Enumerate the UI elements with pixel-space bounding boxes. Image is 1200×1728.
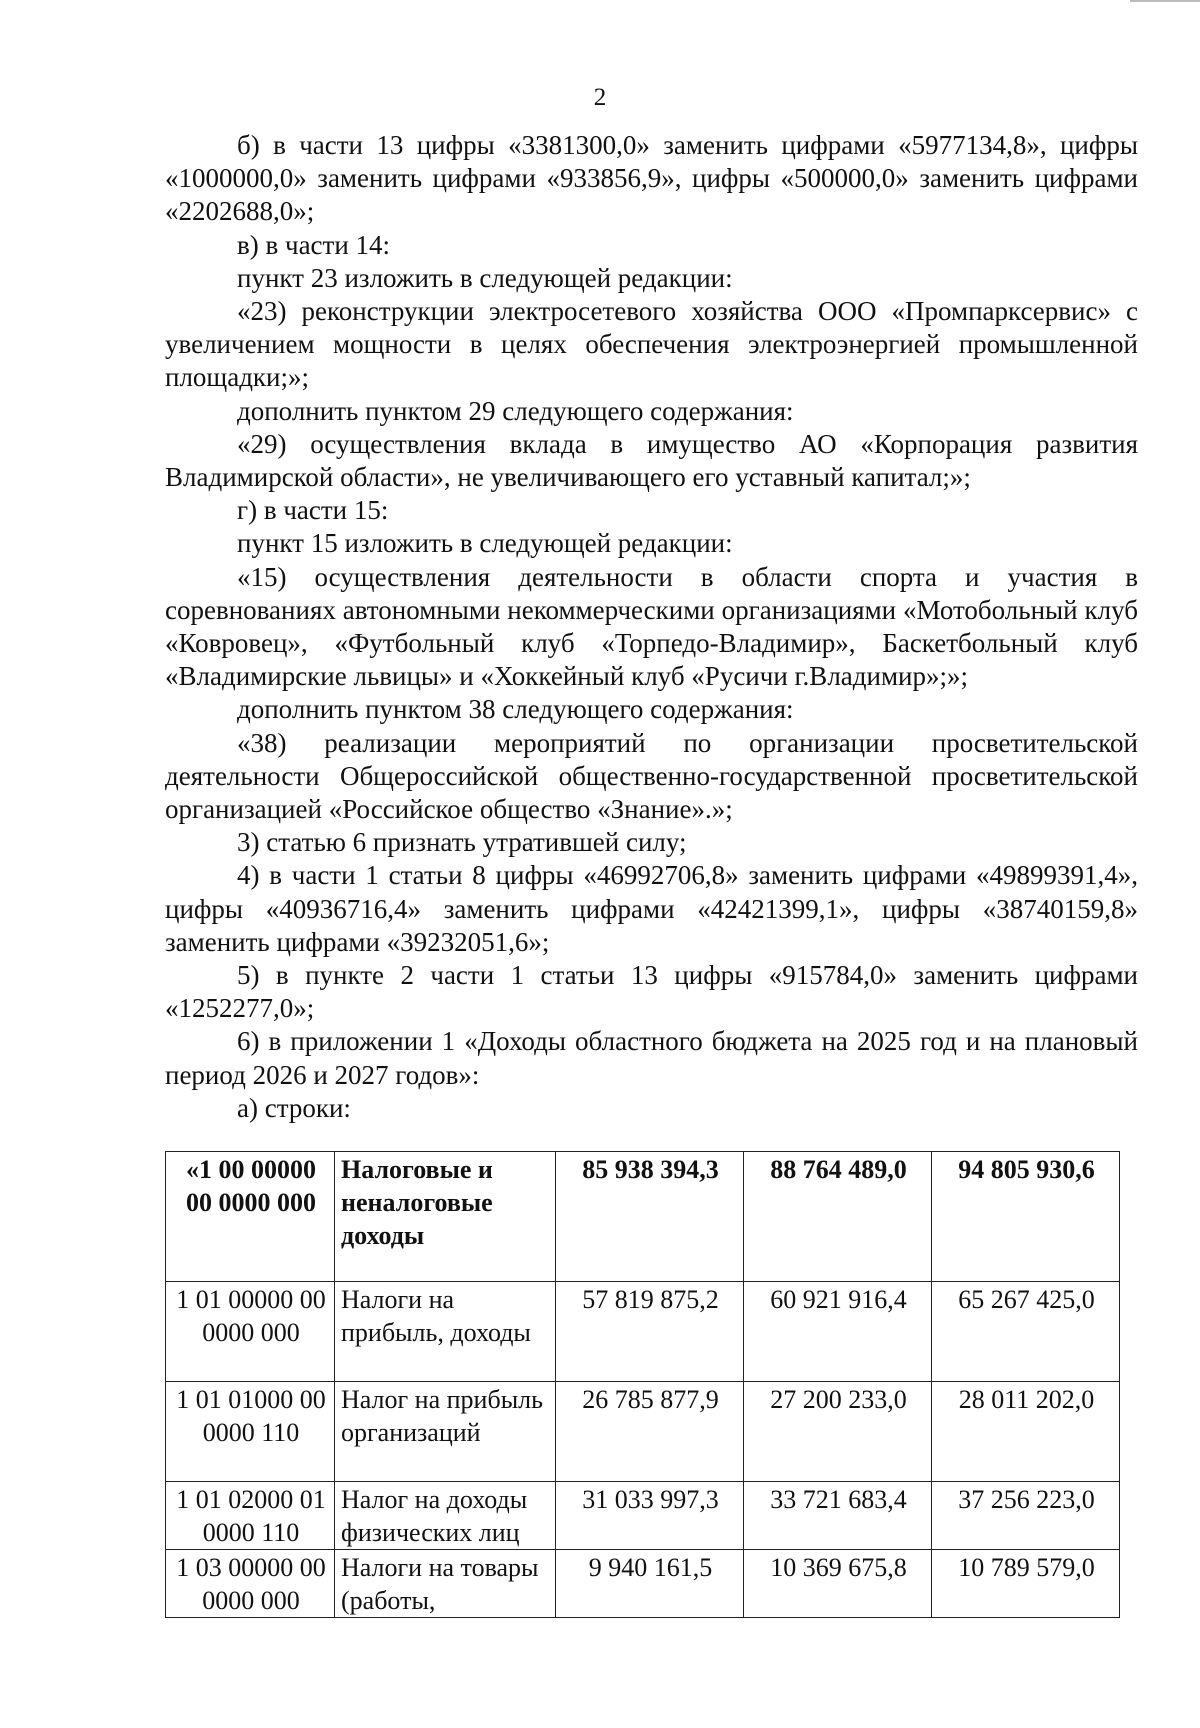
paragraph: 3) статью 6 признать утратившей силу; — [237, 827, 687, 858]
table-row — [166, 1482, 1120, 1550]
table-cell-name: Налоги на прибыль, доходы — [335, 1282, 556, 1382]
table-row — [166, 1382, 1120, 1482]
table-cell-code: 1 01 02000 01 0000 110 — [166, 1482, 335, 1550]
table-cell-2026: 27 200 233,0 — [744, 1382, 932, 1482]
table-cell-code: 1 03 00000 00 0000 000 — [166, 1550, 335, 1618]
paragraph: а) строки: — [237, 1092, 351, 1123]
table-cell-2026: 88 764 489,0 — [744, 1152, 932, 1282]
paragraph: дополнить пунктом 29 следующего содержания: — [237, 395, 794, 426]
table-cell-2027: 28 011 202,0 — [932, 1382, 1120, 1482]
paragraph: «23) реконструкции электросетевого хозяйства ООО «Промпарксервис» с увеличением мощности в целях обеспечения электроэнергией промышленной площадки;»; — [165, 296, 1138, 393]
paragraph: г) в части 15: — [237, 495, 389, 526]
revenue-table — [165, 1151, 1120, 1618]
table-cell-2027: 37 256 223,0 — [932, 1482, 1120, 1550]
table-cell-2025: 85 938 394,3 — [556, 1152, 744, 1282]
table-cell-name: Налог на доходы физических лиц — [335, 1482, 556, 1550]
table-cell-name: Налоговые и неналоговые доходы — [335, 1152, 556, 1282]
page-number: 2 — [593, 84, 607, 111]
paragraph: «38) реализации мероприятий по организации просветительской деятельности Общероссийской общественно-государственной просветительской организацией «Российское общество «Знание».»; — [165, 727, 1138, 825]
document-body — [165, 129, 1138, 1125]
scan-artifact-top-right — [1130, 0, 1200, 2]
table-cell-code: 1 01 01000 00 0000 110 — [166, 1382, 335, 1482]
table-row — [166, 1550, 1120, 1618]
table-cell-2025: 57 819 875,2 — [556, 1282, 744, 1382]
table-cell-2026: 33 721 683,4 — [744, 1482, 932, 1550]
paragraph: дополнить пунктом 38 следующего содержания: — [237, 694, 794, 725]
paragraph: б) в части 13 цифры «3381300,0» заменить цифрами «5977134,8», цифры «1000000,0» заменить цифрами «933856,9», цифры «500000,0» заменить цифрами «2202688,0»; — [165, 130, 1138, 227]
paragraph: «29) осуществления вклада в имущество АО «Корпорация развития Владимирской области», не увеличивающего его уставный капитал;»; — [165, 428, 1138, 493]
paragraph: пункт 23 изложить в следующей редакции: — [237, 262, 733, 293]
table-row — [166, 1282, 1120, 1382]
paragraph: 4) в части 1 статьи 8 цифры «46992706,8» заменить цифрами «49899391,4», цифры «40936716,4» заменить цифрами «42421399,1», цифры «38740159,8» заменить цифрами «39232051,6»; — [165, 860, 1138, 957]
paragraph: 5) в пункте 2 части 1 статьи 13 цифры «915784,0» заменить цифрами «1252277,0»; — [165, 960, 1138, 1024]
paragraph: в) в части 14: — [237, 229, 391, 260]
table-cell-2025: 31 033 997,3 — [556, 1482, 744, 1550]
table-cell-code: «1 00 00000 00 0000 000 — [166, 1152, 335, 1282]
paragraph: пункт 15 изложить в следующей редакции: — [237, 528, 733, 559]
table-cell-2027: 65 267 425,0 — [932, 1282, 1120, 1382]
table-cell-name: Налоги на товары (работы, — [335, 1550, 556, 1618]
table-cell-name: Налог на прибыль организаций — [335, 1382, 556, 1482]
table-row — [166, 1152, 1120, 1282]
table-cell-2025: 9 940 161,5 — [556, 1550, 744, 1618]
table-cell-2026: 60 921 916,4 — [744, 1282, 932, 1382]
paragraph: 6) в приложении 1 «Доходы областного бюджета на 2025 год и на плановый период 2026 и 2027 годов»: — [165, 1026, 1138, 1090]
table-cell-2026: 10 369 675,8 — [744, 1550, 932, 1618]
table-cell-2025: 26 785 877,9 — [556, 1382, 744, 1482]
table-cell-code: 1 01 00000 00 0000 000 — [166, 1282, 335, 1382]
table-cell-2027: 10 789 579,0 — [932, 1550, 1120, 1618]
table-cell-2027: 94 805 930,6 — [932, 1152, 1120, 1282]
paragraph: «15) осуществления деятельности в области спорта и участия в соревнованиях автономными некоммерческими организациями «Мотобольный клуб «Ковровец», «Футбольный клуб «Торпедо-Владимир», Баскетбольный клуб «Владимирские львицы» и «Хоккейный клуб «Русичи г.Владимир»;»; — [165, 561, 1138, 692]
